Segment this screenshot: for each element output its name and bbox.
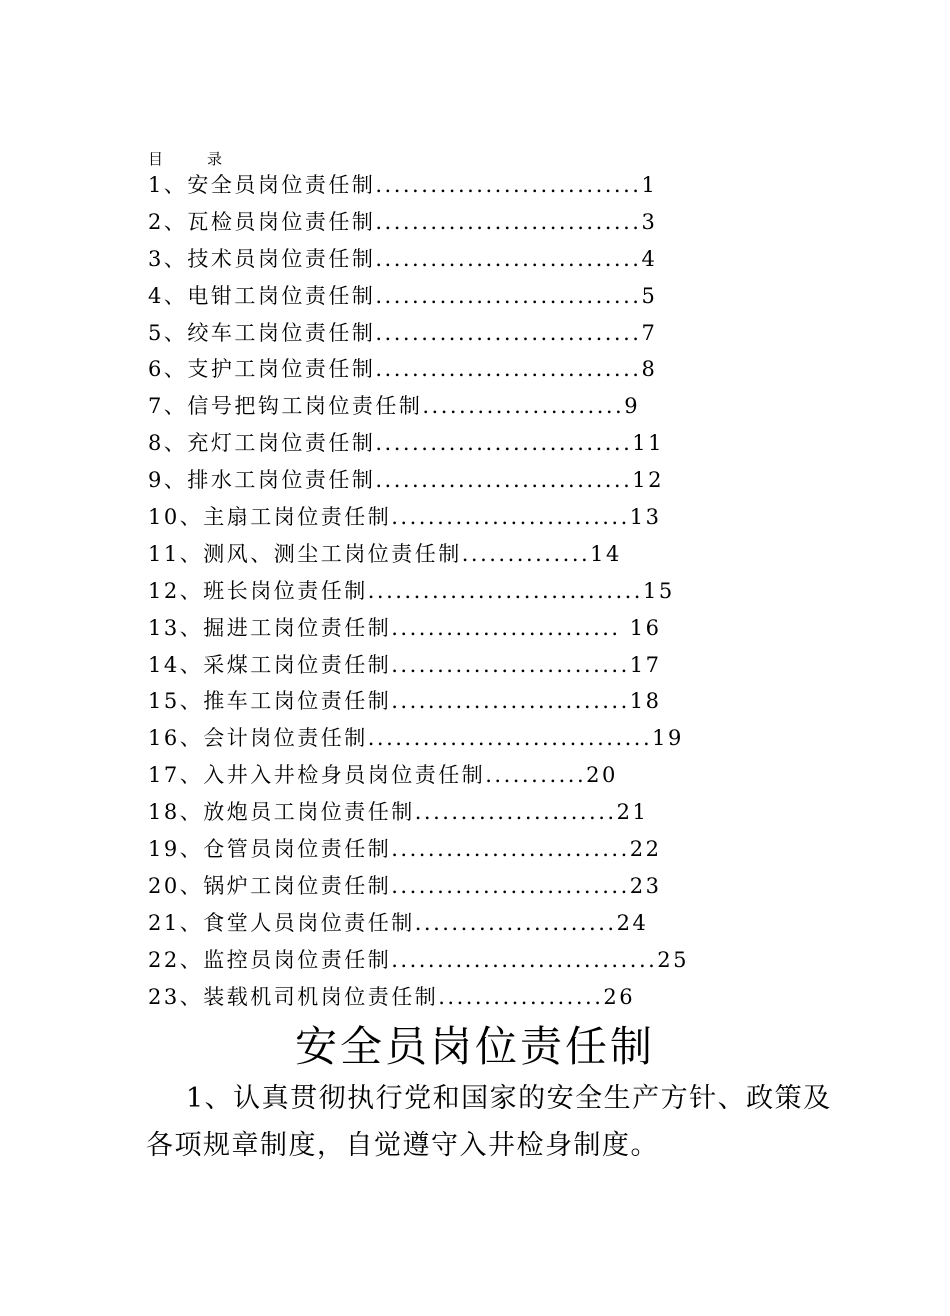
toc-entry[interactable]: 18、放炮员工岗位责任制......................21: [148, 800, 649, 825]
toc-entry[interactable]: 11、测风、测尘工岗位责任制..............14: [148, 541, 622, 566]
toc-entry[interactable]: 13、掘进工岗位责任制......................... 16: [148, 615, 662, 640]
toc-entry[interactable]: 23、装载机司机岗位责任制..................26: [148, 984, 636, 1009]
toc-heading: [148, 148, 222, 169]
section-paragraph: 1、认真贯彻执行党和国家的安全生产方针、政策及各项规章制度，自觉遵守入井检身制度。: [146, 1083, 832, 1161]
toc-list: [148, 167, 808, 1015]
toc-entry[interactable]: 20、锅炉工岗位责任制..........................23: [148, 873, 662, 898]
toc-entry[interactable]: 2、瓦检员岗位责任制.............................3: [148, 209, 658, 234]
toc-heading-left: 目: [148, 150, 164, 168]
toc-entry[interactable]: 1、安全员岗位责任制.............................1: [148, 173, 658, 197]
toc-entry[interactable]: 9、排水工岗位责任制............................12: [148, 468, 664, 493]
toc-heading-right: 录: [207, 150, 223, 168]
toc-entry[interactable]: 16、会计岗位责任制...............................19: [148, 726, 684, 751]
toc-entry[interactable]: 15、推车工岗位责任制..........................18: [148, 689, 662, 714]
toc-entry[interactable]: 10、主扇工岗位责任制..........................13: [148, 505, 662, 530]
toc-entry[interactable]: 6、支护工岗位责任制.............................8: [148, 357, 658, 382]
toc-entry[interactable]: 19、仓管员岗位责任制..........................22: [148, 837, 662, 862]
toc-entry[interactable]: 8、充灯工岗位责任制............................11: [148, 431, 664, 456]
toc-entry[interactable]: 14、采煤工岗位责任制..........................17: [148, 652, 662, 677]
toc-entry[interactable]: 17、入井入井检身员岗位责任制...........20: [148, 763, 618, 788]
toc-entry[interactable]: 21、食堂人员岗位责任制......................24: [148, 910, 649, 935]
section-title: 安全员岗位责任制: [294, 1022, 655, 1071]
toc-entry[interactable]: 3、技术员岗位责任制.............................4: [148, 246, 658, 271]
toc-entry[interactable]: 22、监控员岗位责任制.............................25: [148, 947, 690, 972]
toc-entry[interactable]: 7、信号把钩工岗位责任制......................9: [148, 394, 641, 419]
toc-entry[interactable]: 12、班长岗位责任制..............................15: [148, 578, 675, 603]
toc-entry[interactable]: 5、绞车工岗位责任制.............................7: [148, 320, 658, 345]
toc-entry[interactable]: 4、电钳工岗位责任制.............................5: [148, 283, 658, 308]
